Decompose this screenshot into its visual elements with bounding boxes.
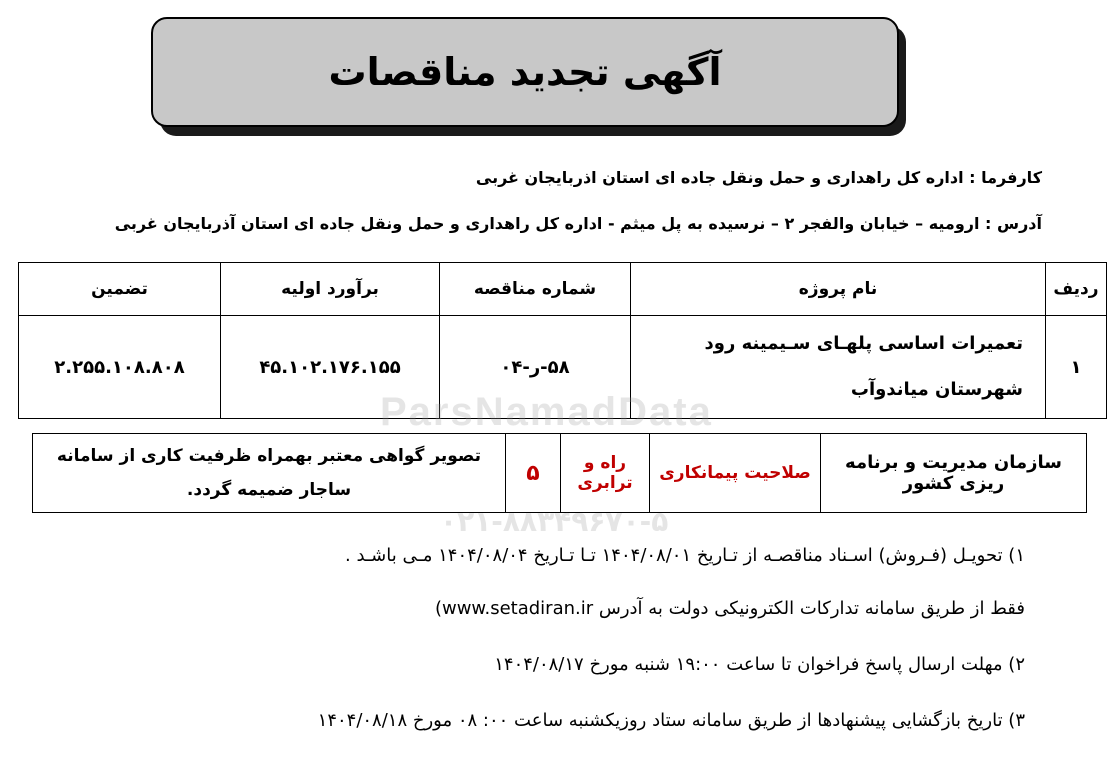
col-header-project: نام پروژه [631, 263, 1046, 316]
col-header-guarantee: تضمین [19, 263, 221, 316]
note-cell: تصویر گواهی معتبر بهمراه ظرفیت کاری از سامانه ساجار ضمیمه گردد. [33, 434, 506, 513]
item1-line1: ۱) تحویـل (فـروش) اسـناد مناقصـه از تـاریخ ۱۴۰۴/۰۸/۰۱ تـا تـاریخ ۱۴۰۴/۰۸/۰۴ مـی باشـد . [345, 545, 1025, 566]
project-name-line1: تعمیرات اساسی پلهـای سـیمینه رود [704, 333, 1023, 354]
cell-index: ۱ [1046, 316, 1107, 419]
watermark-brand: ParsNamadData [380, 390, 713, 434]
org-cell: سازمان مدیریت و برنامه ریزی کشور [821, 434, 1087, 513]
field-cell: راه و ترابری [561, 434, 650, 513]
table-header-row [19, 263, 1107, 316]
watermark-phone: ۰۲۱-۸۸۳۴۹۶۷۰-۵ [440, 505, 669, 538]
competence-cell: صلاحیت پیمانکاری [650, 434, 821, 513]
item1-line2: فقط از طریق سامانه تدارکات الکترونیکی دولت به آدرس www.setadiran.ir) [434, 598, 1025, 619]
col-header-tender-no: شماره مناقصه [440, 263, 631, 316]
item3: ۳) تاریخ بازگشایی پیشنهادها از طریق سامانه ستاد روزیکشنبه ساعت ۰۰: ۰۸ مورخ ۱۴۰۴/۰۸/۱۸ [317, 710, 1025, 731]
page-title: آگهی تجدید مناقصات [151, 17, 899, 127]
project-name-line2: شهرستان میاندوآب [850, 379, 1023, 400]
employer-line: کارفرما : اداره کل راهداری و حمل ونقل جاده ای استان اذربایجان غربی [475, 168, 1042, 187]
grade-cell: ۵ [506, 434, 561, 513]
cell-estimate: ۴۵.۱۰۲.۱۷۶.۱۵۵ [221, 316, 440, 419]
cell-tender-no: ۵۸-ر-۰۴ [440, 316, 631, 419]
requirements-row [33, 434, 1087, 513]
cell-guarantee: ۲.۲۵۵.۱۰۸.۸۰۸ [19, 316, 221, 419]
col-header-index: ردیف [1046, 263, 1107, 316]
item2: ۲) مهلت ارسال پاسخ فراخوان تا ساعت ۱۹:۰۰ شنبه مورخ ۱۴۰۴/۰۸/۱۷ [494, 654, 1025, 675]
col-header-estimate: برآورد اولیه [221, 263, 440, 316]
address-line: آدرس : ارومیه – خیابان والفجر ۲ – نرسیده به پل میثم - اداره کل راهداری و حمل ونقل جاده ای استان آذربایجان غربی [114, 214, 1042, 233]
requirements-table [32, 433, 1087, 513]
